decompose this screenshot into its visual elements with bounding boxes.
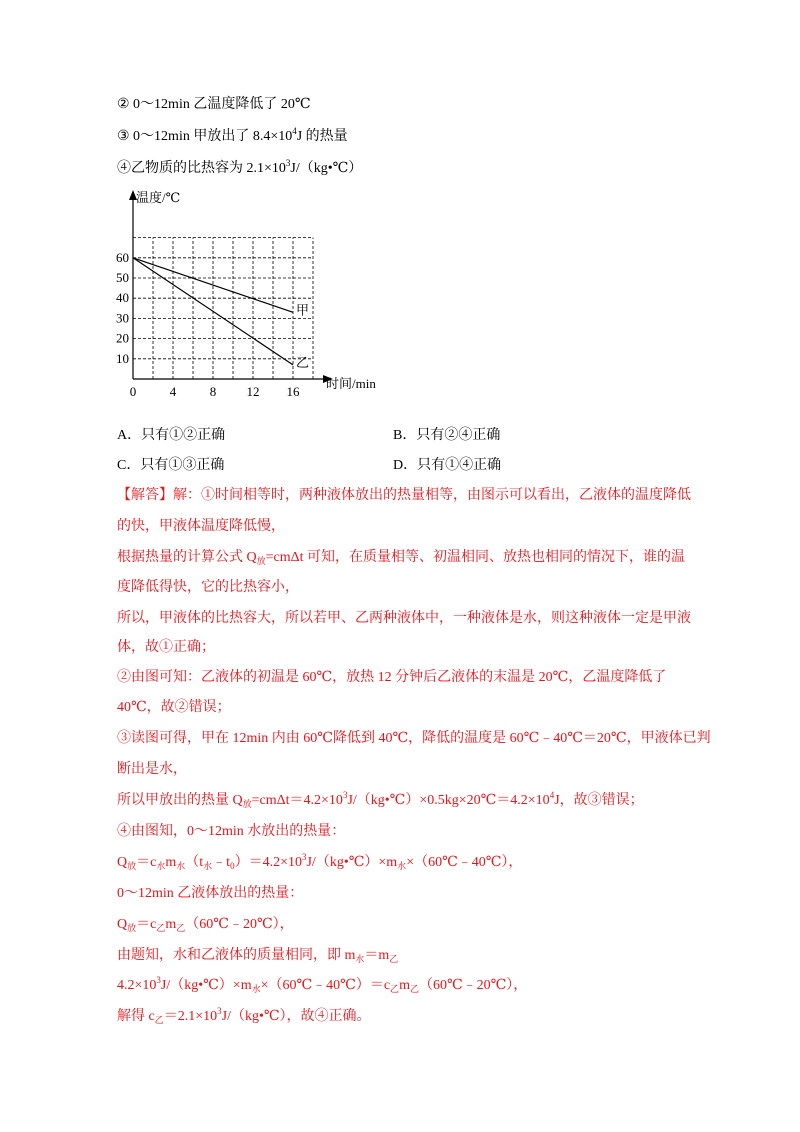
answer-text: J/（kg•℃）×m [306,855,398,870]
subscript: 乙 [154,1015,164,1025]
answer-line-2 [117,517,285,537]
answer-text: ②由图可知：乙液体的初温是 60℃，放热 12 分钟后乙液体的末温是 20℃，乙温度降低了 [117,670,667,685]
answer-text: m [399,978,410,993]
exponent: 3 [156,975,161,985]
statement-4-tail: J/（kg•℃） [290,161,363,176]
answer-line-1 [117,486,691,506]
answer-line-18 [117,1007,371,1027]
answer-line-14 [117,884,303,904]
answer-line-5 [117,609,691,629]
subscript: 水 [355,954,365,964]
x-tick-label: 4 [169,384,177,399]
exponent: 3 [285,158,291,168]
statement-3-tail: J 的热量 [296,129,348,144]
x-tick-label: 12 [246,384,260,399]
option-c[interactable]: C．只有①③正确 [117,458,225,473]
statement-3 [117,127,348,147]
statement-4 [117,159,362,179]
subscript: 放 [256,556,266,566]
series-label: 乙 [296,354,310,370]
answer-line-8 [117,698,231,718]
answer-text: （t [185,855,204,870]
exponent: 3 [342,790,348,800]
statement-2-text: ② 0～12min 乙温度降低了 20℃ [117,97,311,112]
answer-line-7 [117,668,666,688]
answer-text: ×（60℃﹣40℃）＝c [260,978,391,993]
answer-text: 的快，甲液体温度降低慢， [117,519,285,534]
y-tick-label: 30 [116,310,129,326]
answer-text: J/（kg•℃）×m [160,978,252,993]
chart-series [133,258,309,370]
exponent: 3 [217,1006,222,1016]
answer-text: J/（kg•℃），故④正确。 [221,1009,371,1024]
answer-text: 体，故①正确； [117,640,215,655]
answer-tag: 【解答】 [117,488,173,503]
answer-text: 根据热量的计算公式 Q [117,550,257,565]
answer-text: ＝2.1×10 [163,1009,218,1024]
option-a[interactable]: A．只有①②正确 [117,428,226,443]
answer-text: ③读图可得，甲在 12min 内由 60℃降低到 40℃，降低的温度是 60℃﹣40℃＝20℃，甲液体已判 [117,731,711,746]
x-axis-label: 时间/min [326,376,376,391]
subscript: 水 [156,861,166,871]
answer-text: ＝c [136,917,157,932]
answer-text: ④由图知，0～12min 水放出的热量： [117,824,346,839]
answer-text: J，故③错误； [554,793,644,808]
answer-line-17 [117,976,527,996]
answer-text: Q [117,855,128,870]
answer-text: ×（60℃﹣40℃）， [406,855,523,870]
answer-text: =cmΔt＝4.2×10 [251,793,343,808]
answer-line-16 [117,946,398,966]
subscript: 0 [230,861,235,871]
subscript: 水 [397,861,407,871]
answer-text: ＝c [136,855,157,870]
answer-line-10 [117,760,187,780]
series-line-甲 [133,258,293,313]
answer-text: 断出是水， [117,762,187,777]
subscript: 水 [203,861,213,871]
exponent: 4 [292,126,297,136]
subscript: 水 [176,861,186,871]
answer-text: 40℃，故②错误； [117,700,231,715]
subscript: 乙 [156,923,166,933]
statement-2 [117,95,311,115]
answer-line-6 [117,638,215,658]
answer-text: m [165,855,177,870]
answer-text: Q [117,917,128,932]
x-tick-label: 8 [209,384,217,399]
answer-text: 度降低得快，它的比热容小， [117,580,299,595]
series-label: 甲 [296,302,310,318]
y-axis-label: 温度/℃ [136,190,181,205]
y-tick-label: 10 [116,350,129,366]
x-tick-label: 0 [129,384,137,399]
answer-text: ﹣t [212,855,231,870]
answer-text: （60℃﹣20℃）， [418,978,528,993]
temperature-time-chart [108,186,408,401]
x-tick-label: 16 [286,384,300,399]
subscript: 放 [127,861,137,871]
answer-line-3 [117,548,685,568]
answer-text: =cmΔt 可知，在质量相等、初温相同、放热也相同的情况下，谁的温 [265,550,686,565]
answer-text: 所以甲放出的热量 Q [117,793,243,808]
answer-text: 解得 c [117,1009,155,1024]
answer-text: ）＝4.2×10 [234,855,302,870]
answer-text: 解：①时间相等时，两种液体放出的热量相等，由图示可以看出，乙液体的温度降低 [173,488,691,503]
y-tick-label: 20 [116,330,129,346]
subscript: 放 [127,923,137,933]
subscript: 乙 [176,923,186,933]
answer-text: 由题知，水和乙液体的质量相同，即 m [117,948,356,963]
statement-4-text: ④乙物质的比热容为 2.1×10 [117,161,286,176]
chart-ticks [116,250,300,399]
statement-3-text: ③ 0～12min 甲放出了 8.4×10 [117,129,293,144]
option-d[interactable]: D．只有①④正确 [393,458,502,473]
answer-text: （60℃﹣20℃）， [185,917,294,932]
exponent: 3 [301,852,307,862]
answer-line-4 [117,578,299,598]
y-tick-label: 50 [116,270,129,285]
chart-grid [133,238,313,379]
y-tick-label: 40 [116,290,129,306]
subscript: 乙 [389,954,399,964]
subscript: 乙 [390,984,400,994]
answer-text: J/（kg•℃）×0.5kg×20℃＝4.2×10 [347,793,550,808]
subscript: 水 [251,984,261,994]
subscript: 放 [242,799,252,809]
answer-line-15 [117,915,294,935]
exponent: 4 [549,790,555,800]
option-b[interactable]: B．只有②④正确 [393,428,501,443]
answer-text: ＝m [364,948,390,963]
answer-text: 所以，甲液体的比热容大，所以若甲、乙两种液体中，一种液体是水，则这种液体一定是甲液 [117,611,691,626]
answer-line-12 [117,822,345,842]
answer-line-11 [117,791,644,811]
answer-line-9 [117,729,711,749]
subscript: 乙 [409,984,419,994]
y-tick-label: 60 [116,249,129,265]
answer-line-13 [117,853,522,873]
answer-text: m [165,917,177,932]
answer-text: 4.2×10 [117,978,157,993]
answer-text: 0～12min 乙液体放出的热量： [117,886,304,901]
